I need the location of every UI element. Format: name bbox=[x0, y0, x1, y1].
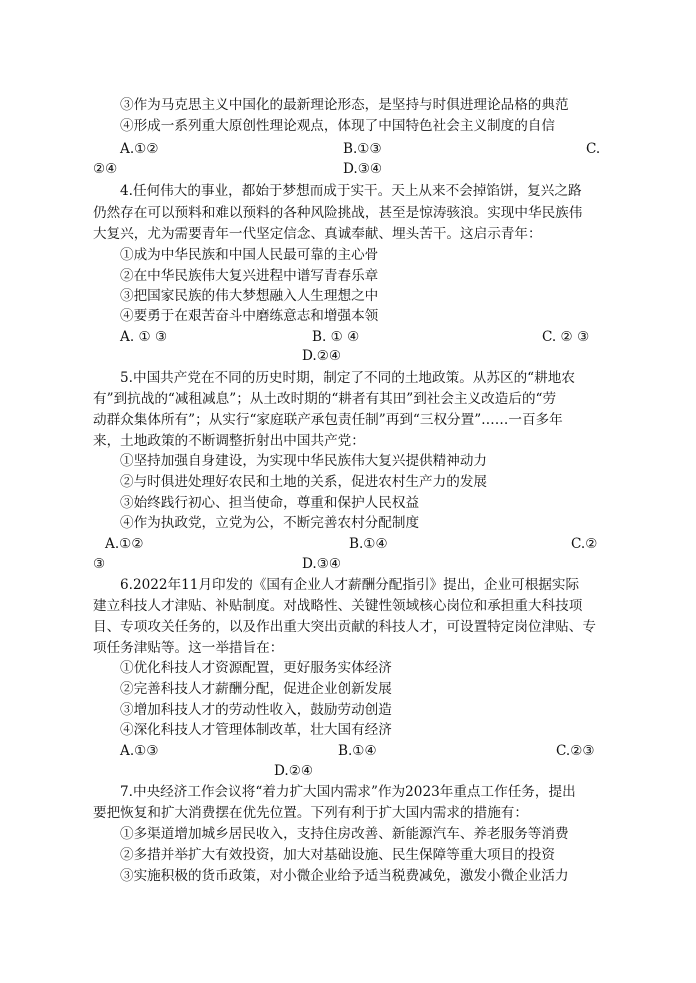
q7-item-1: ①多渠道增加城乡居民收入，支持住房改善、新能源汽车、养老服务等消费 bbox=[120, 826, 569, 842]
q6-option-b: B.①④ bbox=[338, 743, 377, 759]
q4-item-2: ②在中华民族伟大复兴进程中谱写青春乐章 bbox=[120, 268, 379, 284]
q6-stem-line-3: 目、专项攻关任务的，以及作出重大突出贡献的科技人才，可设置特定岗位津贴、专 bbox=[93, 619, 596, 635]
q5-option-a: A.①② bbox=[105, 536, 144, 552]
q5-option-b: B.①④ bbox=[349, 536, 388, 552]
q6-stem-line-2: 建立科技人才津贴、补贴制度。对战略性、关键性领域核心岗位和承担重大科技项 bbox=[93, 598, 583, 614]
q6-option-a: A.①③ bbox=[120, 743, 159, 759]
q3-option-c-cont: ②④ bbox=[93, 161, 118, 177]
q6-stem-line-4: 项任务津贴等。这一举措旨在： bbox=[93, 640, 284, 656]
q7-stem-line-2: 要把恢复和扩大消费摆在优先位置。下列有利于扩大国内需求的措施有： bbox=[93, 805, 528, 821]
q4-stem-line-2: 仍然存在可以预料和难以预料的各种风险挑战，甚至是惊涛骇浪。实现中华民族伟 bbox=[93, 205, 583, 221]
q5-stem-line-2: 有”到抗战的“减租减息”；从土改时期的“耕者有其田”到社会主义改造后的“劳 bbox=[93, 391, 557, 407]
q4-option-b: B. ① ④ bbox=[312, 329, 360, 345]
q5-item-1: ①坚持加强自身建设，为实现中华民族伟大复兴提供精神动力 bbox=[120, 453, 488, 469]
q6-item-3: ③增加科技人才的劳动性收入，鼓励劳动创造 bbox=[120, 702, 392, 718]
q7-stem-line-1: 7.中央经济工作会议将“着力扩大国内需求”作为2023年重点工作任务，提出 bbox=[120, 784, 576, 800]
q4-option-d: D.②④ bbox=[302, 348, 342, 364]
q4-stem-line-3: 大复兴，尤为需要青年一代坚定信念、真诚奉献、埋头苦干。这启示青年： bbox=[93, 226, 542, 242]
q4-option-c: C. ② ③ bbox=[542, 329, 590, 345]
q5-stem-line-1: 5.中国共产党在不同的历史时期，制定了不同的土地政策。从苏区的“耕地农 bbox=[120, 370, 575, 386]
q5-item-2: ②与时俱进处理好农民和土地的关系，促进农村生产力的发展 bbox=[120, 474, 488, 490]
q3-option-a: A.①② bbox=[120, 141, 159, 157]
q3-item-4: ④形成一系列重大原创性理论观点，体现了中国特色社会主义制度的自信 bbox=[120, 118, 555, 134]
q6-item-4: ④深化科技人才管理体制改革，壮大国有经济 bbox=[120, 722, 392, 738]
q5-stem-line-3: 动群众集体所有”；从实行“家庭联产承包责任制”再到“三权分置”……一百多年 bbox=[93, 412, 563, 428]
q5-option-d: D.③④ bbox=[302, 556, 342, 572]
q5-item-3: ③始终践行初心、担当使命，尊重和保护人民权益 bbox=[120, 495, 420, 511]
q6-item-1: ①优化科技人才资源配置，更好服务实体经济 bbox=[120, 660, 392, 676]
q6-item-2: ②完善科技人才薪酬分配，促进企业创新发展 bbox=[120, 681, 392, 697]
q5-item-4: ④作为执政党，立党为公，不断完善农村分配制度 bbox=[120, 515, 420, 531]
q3-option-d: D.③④ bbox=[343, 161, 383, 177]
q5-stem-line-4: 来，土地政策的不断调整折射出中国共产党： bbox=[93, 433, 365, 449]
q7-item-3: ③实施积极的货币政策，对小微企业给予适当税费减免，激发小微企业活力 bbox=[120, 868, 569, 884]
q5-option-c-cont: ③ bbox=[93, 556, 106, 572]
q3-item-3: ③作为马克思主义中国化的最新理论形态，是坚持与时俱进理论品格的典范 bbox=[120, 97, 569, 113]
q6-stem-line-1: 6.2022年11月印发的《国有企业人才薪酬分配指引》提出，企业可根据实际 bbox=[120, 577, 580, 593]
q5-option-c: C.② bbox=[571, 536, 598, 552]
q4-option-a: A. ① ③ bbox=[120, 329, 168, 345]
q4-item-1: ①成为中华民族和中国人民最可靠的主心骨 bbox=[120, 247, 379, 263]
q3-option-b: B.①③ bbox=[343, 141, 382, 157]
q6-option-d: D.②④ bbox=[274, 763, 314, 779]
q3-option-c: C. bbox=[586, 141, 601, 157]
q4-stem-line-1: 4.任何伟大的事业，都始于梦想而成于实干。天上从来不会掉馅饼，复兴之路 bbox=[120, 183, 582, 199]
q4-item-4: ④要勇于在艰苦奋斗中磨练意志和增强本领 bbox=[120, 308, 379, 324]
q4-item-3: ③把国家民族的伟大梦想融入人生理想之中 bbox=[120, 288, 379, 304]
q7-item-2: ②多措并举扩大有效投资，加大对基础设施、民生保障等重大项目的投资 bbox=[120, 847, 555, 863]
q6-option-c: C.②③ bbox=[556, 743, 595, 759]
